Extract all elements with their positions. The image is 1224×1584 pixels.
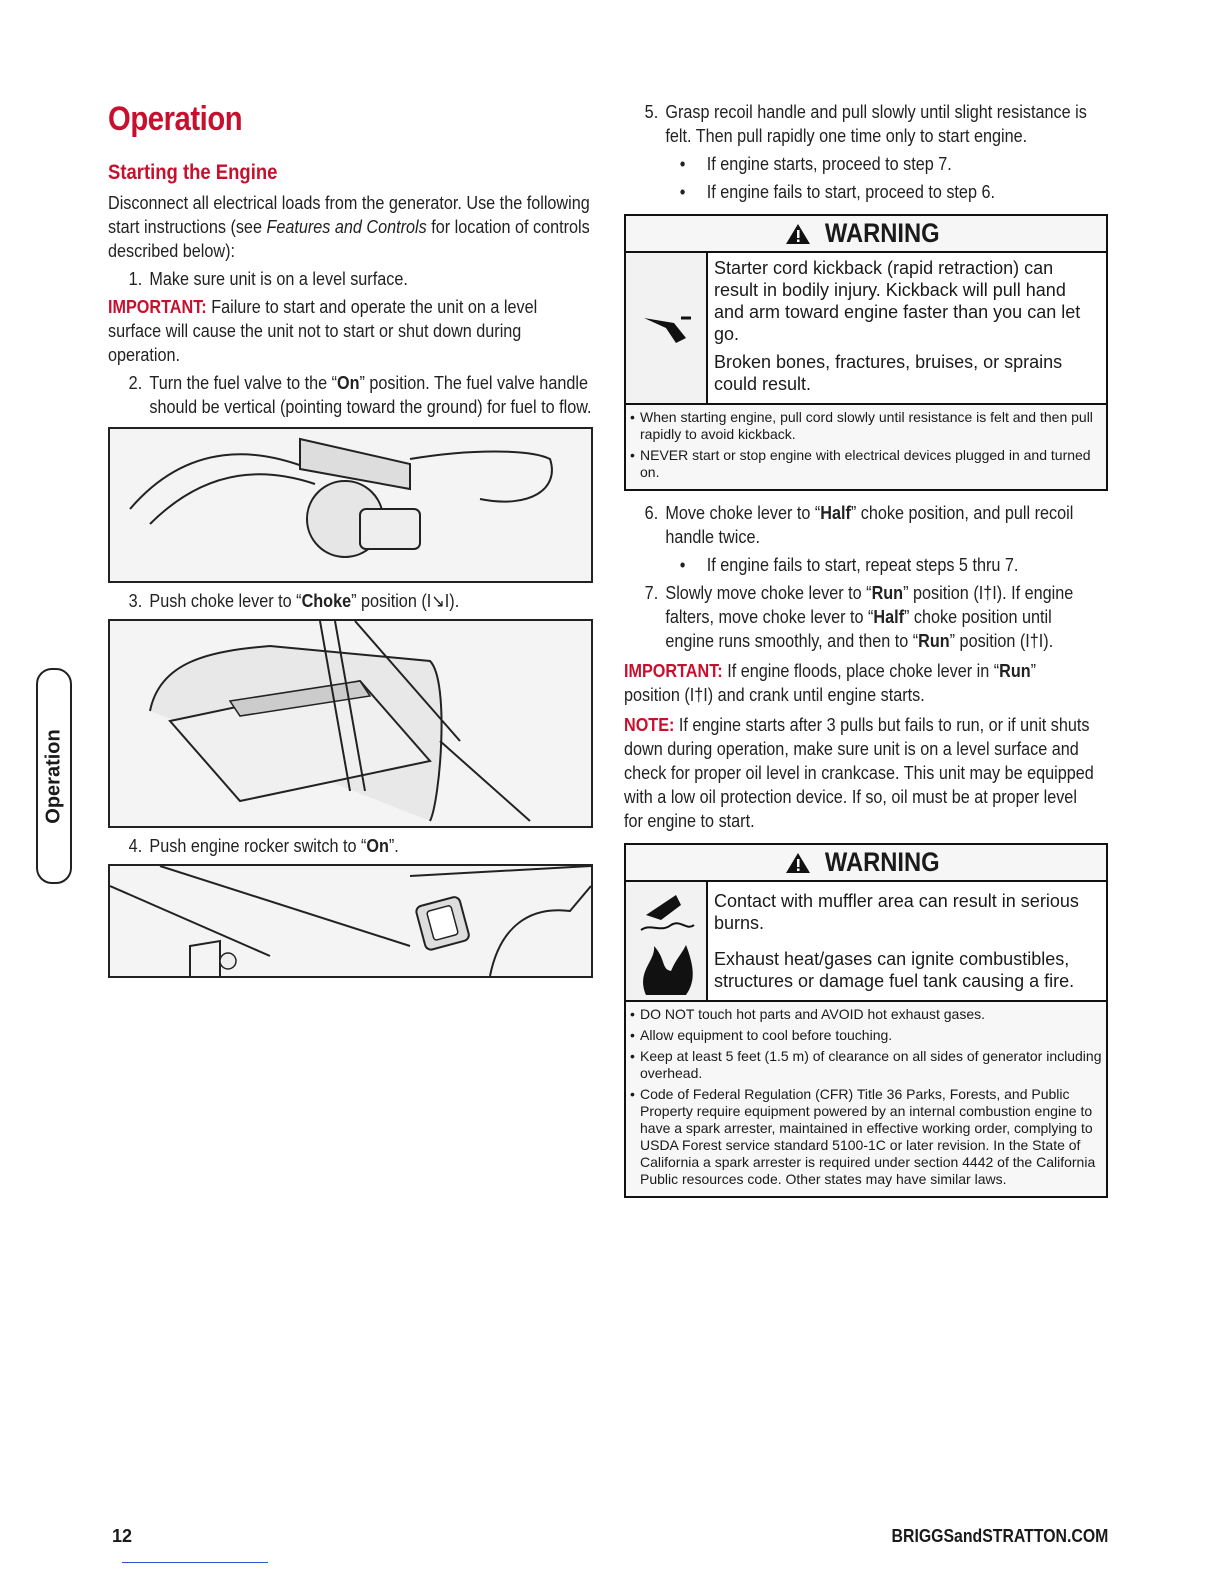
warning-2-item: • Code of Federal Regulation (CFR) Title 36 Parks, Forests, and Public Property require equipment powered by an internal combustion engine to have a spark arrester, maintained in effective working order, complying to USDA Forest service standard 5100-1C or later revision. In the State of California a spark arrester is required under section 4442 of the California Public resources code. Other states may have similar laws.: [630, 1086, 1102, 1188]
warning-triangle-icon: [785, 852, 811, 874]
hot-surface-icon: [636, 885, 696, 935]
fire-icon: [636, 941, 696, 997]
step-5: 5. Grasp recoil handle and pull slowly until slight resistance is felt. Then pull rapidly one time only to start engine.: [644, 102, 1087, 146]
important-note-2: IMPORTANT: If engine floods, place choke lever in “Run” position (I†I) and crank until engine starts.: [624, 661, 1037, 705]
warning-box-kickback: [624, 214, 1108, 491]
kickback-hand-icon: [626, 253, 708, 403]
step-7: 7. Slowly move choke lever to “Run” position (I†I). If engine falters, move choke lever to “Half” choke position until engine runs smoothly, and then to “Run” position (I†I).: [644, 583, 1074, 651]
warning-box-muffler: [624, 843, 1108, 1198]
side-section-tab: Operation: [36, 668, 72, 884]
warning-triangle-icon: [785, 223, 811, 245]
warning-1-item: • NEVER start or stop engine with electrical devices plugged in and turned on.: [630, 447, 1102, 481]
warning-2-item: • Allow equipment to cool before touching.: [630, 1027, 1102, 1044]
warning-2-message-1: Contact with muffler area can result in serious burns.: [714, 891, 1079, 933]
note: NOTE: If engine starts after 3 pulls but fails to run, or if unit shuts down during operation, make sure unit is on a level surface and check for proper oil level in crankcase. This unit may be equipped with a low oil protection device. If so, oil must be at proper level for engine to start.: [624, 715, 1094, 831]
warning-2-item: • Keep at least 5 feet (1.5 m) of clearance on all sides of generator including overhead.: [630, 1048, 1102, 1082]
step-3: 3. Push choke lever to “Choke” position (I↘I).: [128, 591, 460, 611]
warning-1-message-2: Broken bones, fractures, bruises, or sprains could result.: [714, 352, 1063, 394]
important-note-1: IMPORTANT: Failure to start and operate the unit on a level surface will cause the unit not to start or shut down during operation.: [108, 297, 538, 365]
website-link[interactable]: BRIGGSandSTRATTON.COM: [891, 1526, 1108, 1546]
step-2: 2. Turn the fuel valve to the “On” position. The fuel valve handle should be vertical (pointing toward the ground) for fuel to flow.: [128, 373, 592, 417]
intro-text: Disconnect all electrical loads from the generator. Use the following start instructions (see Features and Controls for location of controls described below):: [108, 193, 590, 261]
warning-1-message-1: Starter cord kickback (rapid retraction) can result in bodily injury. Kickback will pull hand and arm toward engine faster than you can let go.: [714, 258, 1081, 344]
right-column: [624, 100, 1108, 1208]
choke-lever-figure: [108, 619, 593, 828]
left-column: [108, 100, 593, 984]
page-number: 12: [112, 1526, 133, 1546]
page-title: Operation: [108, 100, 243, 138]
warning-2-item: • DO NOT touch hot parts and AVOID hot exhaust gases.: [630, 1006, 1102, 1023]
section-title: Starting the Engine: [108, 161, 278, 184]
step-6-bullet: • If engine fails to start, repeat steps 5 thru 7.: [679, 555, 1019, 575]
step-5-bullet-2: • If engine fails to start, proceed to step 6.: [679, 182, 995, 202]
link-underline: [122, 1562, 268, 1563]
warning-1-item: • When starting engine, pull cord slowly until resistance is felt and then pull rapidly to avoid kickback.: [630, 409, 1102, 443]
warning-header: WARNING: [626, 845, 1106, 882]
warning-header: WARNING: [626, 216, 1106, 253]
warning-2-message-2: Exhaust heat/gases can ignite combustibles, structures or damage fuel tank causing a fire.: [714, 949, 1075, 991]
step-5-bullet-1: • If engine starts, proceed to step 7.: [679, 154, 952, 174]
step-1: 1. Make sure unit is on a level surface.: [128, 269, 408, 289]
rocker-switch-figure: [108, 864, 593, 978]
step-4: 4. Push engine rocker switch to “On”.: [128, 836, 399, 856]
fuel-valve-figure: [108, 427, 593, 583]
step-6: 6. Move choke lever to “Half” choke position, and pull recoil handle twice.: [644, 503, 1074, 547]
